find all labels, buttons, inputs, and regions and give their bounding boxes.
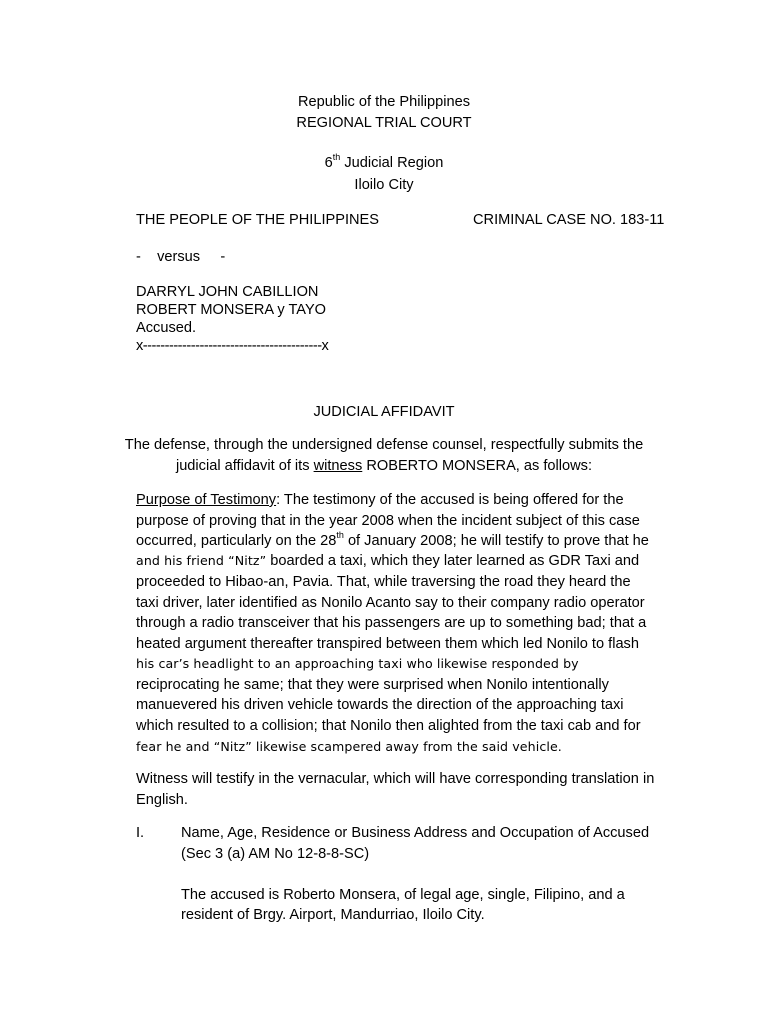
purpose-line-8: heated argument thereafter transpired between them which led Nonilo to flash xyxy=(136,636,639,652)
section-1-body-line-2: resident of Brgy. Airport, Mandurriao, Iloilo City. xyxy=(181,907,485,923)
section-1-heading-line-1: Name, Age, Residence or Business Address and Occupation of Accused xyxy=(181,825,650,841)
vernacular-line-2: English. xyxy=(136,792,188,808)
plaintiff-name: THE PEOPLE OF THE PHILIPPINES xyxy=(136,212,380,228)
judicial-region: 6th Judicial Region xyxy=(324,152,444,171)
purpose-line-7: through a radio transceiver that his passengers are up to something bad; that a xyxy=(136,615,647,631)
purpose-line-12: which resulted to a collision; that Nonilo then alighted from the taxi cab and for xyxy=(136,718,641,734)
purpose-line-1: Purpose of Testimony: The testimony of the accused is being offered for the xyxy=(136,492,624,508)
section-1-body-line-1: The accused is Roberto Monsera, of legal age, single, Filipino, and a xyxy=(181,887,625,903)
section-1-heading-line-2: (Sec 3 (a) AM No 12-8-8-SC) xyxy=(181,846,370,862)
city-heading: Iloilo City xyxy=(354,177,414,193)
accused-name-1: DARRYL JOHN CABILLION xyxy=(136,284,319,300)
versus-label: - versus - xyxy=(136,249,226,265)
purpose-line-13: fear he and “Nitz” likewise scampered away from the said vehicle. xyxy=(136,739,562,754)
document-title: JUDICIAL AFFIDAVIT xyxy=(313,404,455,420)
purpose-line-10: reciprocating he same; that they were surprised when Nonilo intentionally xyxy=(136,677,609,693)
witness-underlined: witness xyxy=(313,458,363,474)
republic-heading: Republic of the Philippines xyxy=(298,94,470,110)
court-heading: REGIONAL TRIAL COURT xyxy=(296,115,472,131)
purpose-line-4: and his friend “Nitz” boarded a taxi, which they later learned as GDR Taxi and xyxy=(136,553,640,569)
intro-line-2: judicial affidavit of its witness ROBERTO MONSERA, as follows: xyxy=(175,458,593,474)
accused-name-2: ROBERT MONSERA y TAYO xyxy=(136,302,327,318)
purpose-line-2: purpose of proving that in the year 2008 when the incident subject of this case xyxy=(136,513,640,529)
purpose-line-6: taxi driver, later identified as Nonilo Acanto say to their company radio operator xyxy=(136,595,645,611)
case-number: CRIMINAL CASE NO. 183-11 xyxy=(473,212,665,228)
caption-divider: x-----------------------------------------x xyxy=(136,338,329,354)
accused-label: Accused. xyxy=(136,320,197,336)
intro-line-1: The defense, through the undersigned defense counsel, respectfully submits the xyxy=(124,437,644,453)
purpose-line-5: proceeded to Hibao-an, Pavia. That, while traversing the road they heard the xyxy=(136,574,631,590)
section-1-numeral: I. xyxy=(136,825,145,841)
purpose-line-9: his car’s headlight to an approaching taxi who likewise responded by xyxy=(136,656,579,671)
purpose-line-3: occurred, particularly on the 28th of January 2008; he will testify to prove that he xyxy=(136,530,649,549)
purpose-line-11: manuevered his driven vehicle towards the direction of the approaching taxi xyxy=(136,697,624,713)
vernacular-line-1: Witness will testify in the vernacular, which will have corresponding translation in xyxy=(136,771,655,787)
purpose-heading: Purpose of Testimony xyxy=(136,492,277,508)
